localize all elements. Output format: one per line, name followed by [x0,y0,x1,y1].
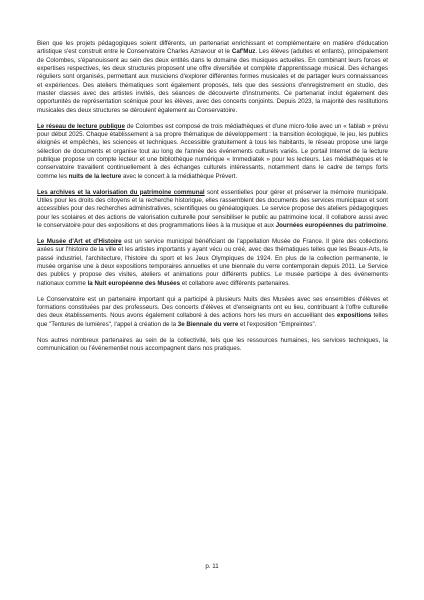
paragraph-archives-heritage [37,189,388,231]
paragraph-other-partners [37,337,388,354]
body-text: et l'exposition "Empreintes". [238,320,317,328]
paragraph-public-reading-network [37,123,388,181]
emphasis-text: Journées européennes du patrimoine [275,222,387,230]
emphasis-text: Le réseau de lecture publique [37,122,125,130]
emphasis-text: 3e Biennale du verre [177,320,239,328]
emphasis-text: Les archives et la valorisation du patrimoine communal [37,188,205,196]
body-text: sont essentielles pour gérer et préserver la mémoire municipale. Utiles pour les droits des citoyens et la recherche historique, elles rassemblent des documents des services municipaux et sont accessibles pour des recherches administratives, scientifiques ou généalogiques. Le service propose des ateliers pédagogiques pour les scolaires et des actions de valorisation culturelle pour sensibiliser le public au patrimoine local. Il collabore aussi avec le conservatoire pour des expositions et des programmations liées à la musique et aux [37,188,388,230]
emphasis-text: expositions [336,312,372,320]
emphasis-text: Le Musée d'Art et d'Histoire [37,238,122,245]
body-text: et collabore avec différents partenaires. [180,279,291,287]
body-text: . Les élèves (adultes et enfants), principalement de Colombes, s'épanouissent au sein des deux entités dans le domaine des musiques actuelles. En combinant leurs forces et expertises respectives, les deux structures proposent une offre diversifiée et complète d'apprentissage musical. Des échanges réguliers sont organisés, permettant aux musiciens d'explorer différentes formes musicales et de partager leurs connaissances et expériences. Des ateliers thématiques sont également proposés, tels que des sessions d'enregistrement en studio, des master classes avec des artistes invités, des séances de découverte d'instruments. Ce partenariat inclut également des opportunités de représentation scénique pour les élèves, avec des concerts conjoints. Depuis 2023, la majorité des restitutions musicales des deux structures se déroulent également au Conservatoire. [37,48,388,114]
body-text: Le Conservatoire est un partenaire important qui a participé à plusieurs Nuits des Musées avec ses ensembles d'élèves et formations constituées par des professeurs. Des concerts d'élèves et d'enseignants ont eu lieu, contribuant à l'offre culturelle des deux établissements. Nous avons également collaboré à des actions hors les murs en accueillant des [37,295,388,320]
body-text: avec le concert à la médiathèque Prévert. [121,172,238,180]
body-text: de Colombes est composé de trois médiathèques et d'une micro-folie avec un « fablab » prévu pour début 2025. Chaque établissement a sa propre thématique de développement : la transition écologique, le jeu, les publics éloignés et empêchés, les sciences et techniques. Accessible gratuitement à tous les habitants, le réseau propose une large sélection de documents et organise tout au long de l'année des événements culturels variés. Le portail Internet de la lecture publique propose un compte lecteur et une bibliothèque numérique « Immediatek » pour les lecteurs. Les médiathèques et le conservatoire travaillent continuellement à des échanges culturels intéressants, notamment dans le cadre de temps forts comme les [37,122,388,180]
paragraph-cafmuz-partnership [37,40,388,115]
paragraph-conservatoire-museum-collab [37,296,388,329]
document-page [37,40,388,361]
paragraph-art-history-museum [37,238,388,288]
emphasis-text: la Nuit européenne des Musées [87,279,181,287]
body-text: est un service municipal bénéficiant de l'appellation Musée de France. Il gère des collections axées sur l'histoire de la ville et les artistes importants y ayant vécu ou créé, avec des thématiques telles que les Beaux-Arts, le passé industriel, l'architecture, l'histoire du sport et les Jeux Olympiques de 1924. En plus de la collection permanente, le musée organise une à deux expositions temporaires annuelles et une biennale du verre contemporain depuis 2011. Le Service des publics y propose des visites, ateliers et animations pour différents publics. Le musée participe à des événements nationaux comme [37,238,388,287]
emphasis-text: nuits de la lecture [68,172,122,180]
body-text: . [386,222,388,230]
emphasis-text: Caf'Muz [231,48,256,56]
body-text: telles que "Tentures de lumières", l'appel à création de la [37,312,388,328]
body-text: Nos autres nombreux partenaires au sein de la collectivité, tels que les ressources humaines, les services techniques, la communication ou l'événementiel nous accompagnent dans nos pratiques. [37,336,388,352]
body-text: Bien que les projets pédagogiques soient différents, un partenariat enrichissant et complémentaire en matière d'éducation artistique s'est construit entre le Conservatoire Charles Aznavour et le [37,40,388,56]
page-number: p. 11 [205,563,219,570]
